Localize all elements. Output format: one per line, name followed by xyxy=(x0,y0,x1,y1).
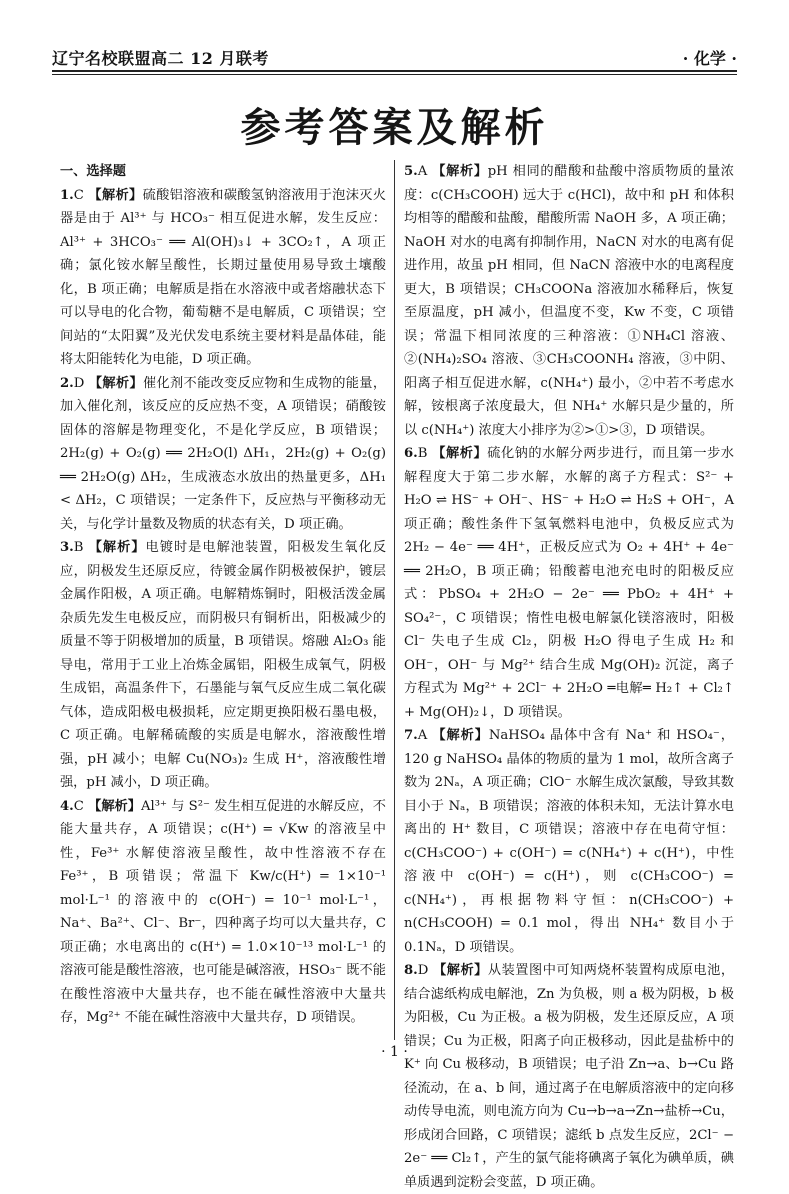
question-number: 1. xyxy=(60,187,74,203)
analysis-text: NaHSO₄ 晶体中含有 Na⁺ 和 HSO₄⁻，120 g NaHSO₄ 晶体的物质的量为 1 mol，故所含离子数为 2Nₐ，A 项正确；ClO⁻ 水解生成次氯酸，导致其数目小于 Nₐ，B 项错误；溶液的体积未知，无法计算水电离出的 H⁺ 数目，C 项错误；溶液中存在电荷守恒：c(CH₃COO⁻) + c(OH⁻) = c(NH₄⁺) + c(H⁺)，中性溶液中 c(OH⁻) = c(H⁺)，则 c(CH₃COO⁻) = c(NH₄⁺)，再根据物料守恒：n(CH₃COO⁻) + n(CH₃COOH) = 0.1 mol，得出 NH₄⁺ 数目小于 0.1Nₐ，D 项错误。 xyxy=(404,728,734,955)
page-title: 参考答案及解析 xyxy=(240,105,549,151)
analysis-text: pH 相同的醋酸和盐酸中溶质物质的量浓度：c(CH₃COOH) 远大于 c(HCl)，故中和 pH 和体积均相等的醋酸和盐酸，醋酸所需 NaOH 多，A 项正确；NaOH 对水的电离有抑制作用，NaCN 对水的电离有促进作用，故虽 pH 相同，但 NaCN 溶液中水的电离程度更大，B 项错误；CH₃COONa 溶液加水稀释后，恢复至原温度，pH 减小，但温度不变，Kw 不变，C 项错误；常温下相同浓度的三种溶液：①NH₄Cl 溶液、②(NH₄)₂SO₄ 溶液、③CH₃COONH₄ 溶液，③中阴、阳离子相互促进水解，c(NH₄⁺) 最小，②中若不考虑水解，铵根离子浓度最大，但 NH₄⁺ 水解只是少量的，所以 c(NH₄⁺) 浓度大小排序为②>①>③，D 项错误。 xyxy=(404,164,734,438)
header-rule-thick xyxy=(52,70,737,72)
analysis-text: 电镀时是电解池装置，阳极发生氧化反应，阴极发生还原反应，待镀金属作阴极被保护，镀层金属作阳极，A 项正确。电解精炼铜时，阳极活泼金属杂质先发生电极反应，而阴极只有铜析出，阳极减少的质量不等于阴极增加的质量，B 项错误。熔融 Al₂O₃ 能导电，常用于工业上冶炼金属铝，阳极生成氧气，阴极生成铝，高温条件下，石墨能与氧气反应生成二氧化碳气体，造成阳极电极损耗，应定期更换阳极石墨电极，C 项正确。电解稀硫酸的实质是电解水，溶液酸性增强，pH 减小；电解 Cu(NO₃)₂ 生成 H⁺，溶液酸性增强，pH 减小，D 项正确。 xyxy=(60,540,387,790)
analysis-text: 催化剂不能改变反应物和生成物的能量，加入催化剂，该反应的反应热不变，A 项错误；硝酸铵固体的溶解是物理变化，不是化学反应，B 项错误；2H₂(g) + O₂(g) ══ 2H₂O(l) ΔH₁，2H₂(g) + O₂(g) ══ 2H₂O(g) ΔH₂，生成液态水放出的热量更多，ΔH₁ < ΔH₂，C 项错误；一定条件下，反应热与平衡移动无关，与化学计量数及物质的状态有关，D 项正确。 xyxy=(60,375,387,532)
question-7 xyxy=(404,724,734,959)
answer-letter: C xyxy=(73,187,84,203)
exam-title: 辽宁名校联盟高二 12 月联考 xyxy=(52,49,269,68)
analysis-tag: 【解析】 xyxy=(432,728,489,743)
analysis-tag: 【解析】 xyxy=(88,798,141,814)
question-2 xyxy=(60,372,386,537)
question-4 xyxy=(60,795,386,1030)
analysis-tag: 【解析】 xyxy=(88,540,146,555)
subject-label: · 化学 · xyxy=(682,49,737,68)
analysis-tag: 【解析】 xyxy=(88,375,143,391)
analysis-text: 从装置图中可知两烧杯装置构成原电池，结合滤纸构成电解池，Zn 为负极，则 a 极为阴极，b 极为阳极，Cu 为正极。a 极为阴极，发生还原反应，A 项错误；Cu 为正极，阳离子向正极移动，因此是盐桥中的 K⁺ 向 Cu 极移动，B 项错误；电子沿 Zn→a、b→Cu 路径流动，在 a、b 间，通过离子在电解质溶液中的定向移动传导电流，则电流方向为 Cu→b→a→Zn→盐桥→Cu，形成闭合回路，C 项错误；滤纸 b 点发生反应，2Cl⁻ − 2e⁻ ══ Cl₂↑，产生的氯气能将碘离子氧化为碘单质，碘单质遇到淀粉会变蓝，D 项正确。 xyxy=(404,963,735,1190)
answer-letter: B xyxy=(73,540,84,555)
answer-letter: A xyxy=(417,164,428,179)
answer-letter: D xyxy=(73,375,85,391)
analysis-text: 硫化钠的水解分两步进行，而且第一步水解程度大于第二步水解，水解的离子方程式：S²⁻ + H₂O ⇌ HS⁻ + OH⁻、HS⁻ + H₂O ⇌ H₂S + OH⁻，A 项正确；酸性条件下氢氧燃料电池中，负极反应式为 2H₂ − 4e⁻ ══ 4H⁺，正极反应式为 O₂ + 4H⁺ + 4e⁻ ══ 2H₂O，B 项正确；铅酸蓄电池充电时的阳极反应式：PbSO₄ + 2H₂O − 2e⁻ ══ PbO₂ + 4H⁺ + SO₄²⁻，C 项错误；惰性电极电解氯化镁溶液时，阳极 Cl⁻ 失电子生成 Cl₂，阴极 H₂O 得电子生成 H₂ 和 OH⁻，OH⁻ 与 Mg²⁺ 结合生成 Mg(OH)₂ 沉淀，离子方程式为 Mg²⁺ + 2Cl⁻ + 2H₂O ═电解═ H₂↑ + Cl₂↑ + Mg(OH)₂↓，D 项错误。 xyxy=(404,446,734,720)
answer-letter: B xyxy=(417,446,428,461)
page-number: · 1 · xyxy=(381,1044,408,1060)
analysis-tag: 【解析】 xyxy=(433,963,488,978)
question-6 xyxy=(404,442,734,724)
question-1 xyxy=(60,184,386,372)
section-heading: 一、选择题 xyxy=(60,164,126,179)
left-column xyxy=(60,160,386,1030)
analysis-tag: 【解析】 xyxy=(88,187,143,203)
answer-letter: C xyxy=(73,798,84,814)
answer-letter: D xyxy=(417,963,429,978)
analysis-text: Al³⁺ 与 S²⁻ 发生相互促进的水解反应，不能大量共存，A 项错误；c(H⁺) = √Kw 的溶液呈中性，Fe³⁺ 水解使溶液呈酸性，故中性溶液不存在 Fe³⁺，B 项错误；常温下 Kw/c(H⁺) = 1×10⁻¹ mol·L⁻¹ 的溶液中的 c(OH⁻) = 10⁻¹ mol·L⁻¹，Na⁺、Ba²⁺、Cl⁻、Br⁻，四种离子均可以大量共存，C 项正确；水电离出的 c(H⁺) = 1.0×10⁻¹³ mol·L⁻¹ 的溶液可能是酸性溶液，也可能是碱溶液，HSO₃⁻ 既不能在酸性溶液中大量共存，也不能在碱性溶液中大量共存，Mg²⁺ 不能在碱性溶液中大量共存，D 项错误。 xyxy=(60,798,386,1025)
analysis-tag: 【解析】 xyxy=(432,164,488,179)
question-8 xyxy=(404,959,734,1194)
analysis-tag: 【解析】 xyxy=(432,446,488,461)
question-number: 8. xyxy=(404,963,418,978)
question-number: 5. xyxy=(404,164,418,179)
question-number: 3. xyxy=(60,540,74,555)
question-number: 2. xyxy=(60,375,74,391)
question-number: 6. xyxy=(404,446,418,461)
question-number: 7. xyxy=(404,728,418,743)
question-3 xyxy=(60,536,386,795)
question-5 xyxy=(404,160,734,442)
question-number: 4. xyxy=(60,798,74,814)
answer-letter: A xyxy=(417,728,428,743)
column-divider xyxy=(394,160,395,1040)
analysis-text: 硫酸铝溶液和碳酸氢钠溶液用于泡沫灭火器是由于 Al³⁺ 与 HCO₃⁻ 相互促进水解，发生反应：Al³⁺ + 3HCO₃⁻ ══ Al(OH)₃↓ + 3CO₂↑，A 项正确；氯化铵水解呈酸性，长期过量使用易导致土壤酸化，B 项正确；电解质是指在水溶液中或者熔融状态下可以导电的化合物，葡萄糖不是电解质，C 项错误；空间站的“太阳翼”及光伏发电系统主要材料是晶体硅，能将太阳能转化为电能，D 项正确。 xyxy=(60,187,386,367)
header-rule-thin xyxy=(52,74,737,75)
page-header xyxy=(52,46,737,70)
right-column xyxy=(404,160,734,1194)
